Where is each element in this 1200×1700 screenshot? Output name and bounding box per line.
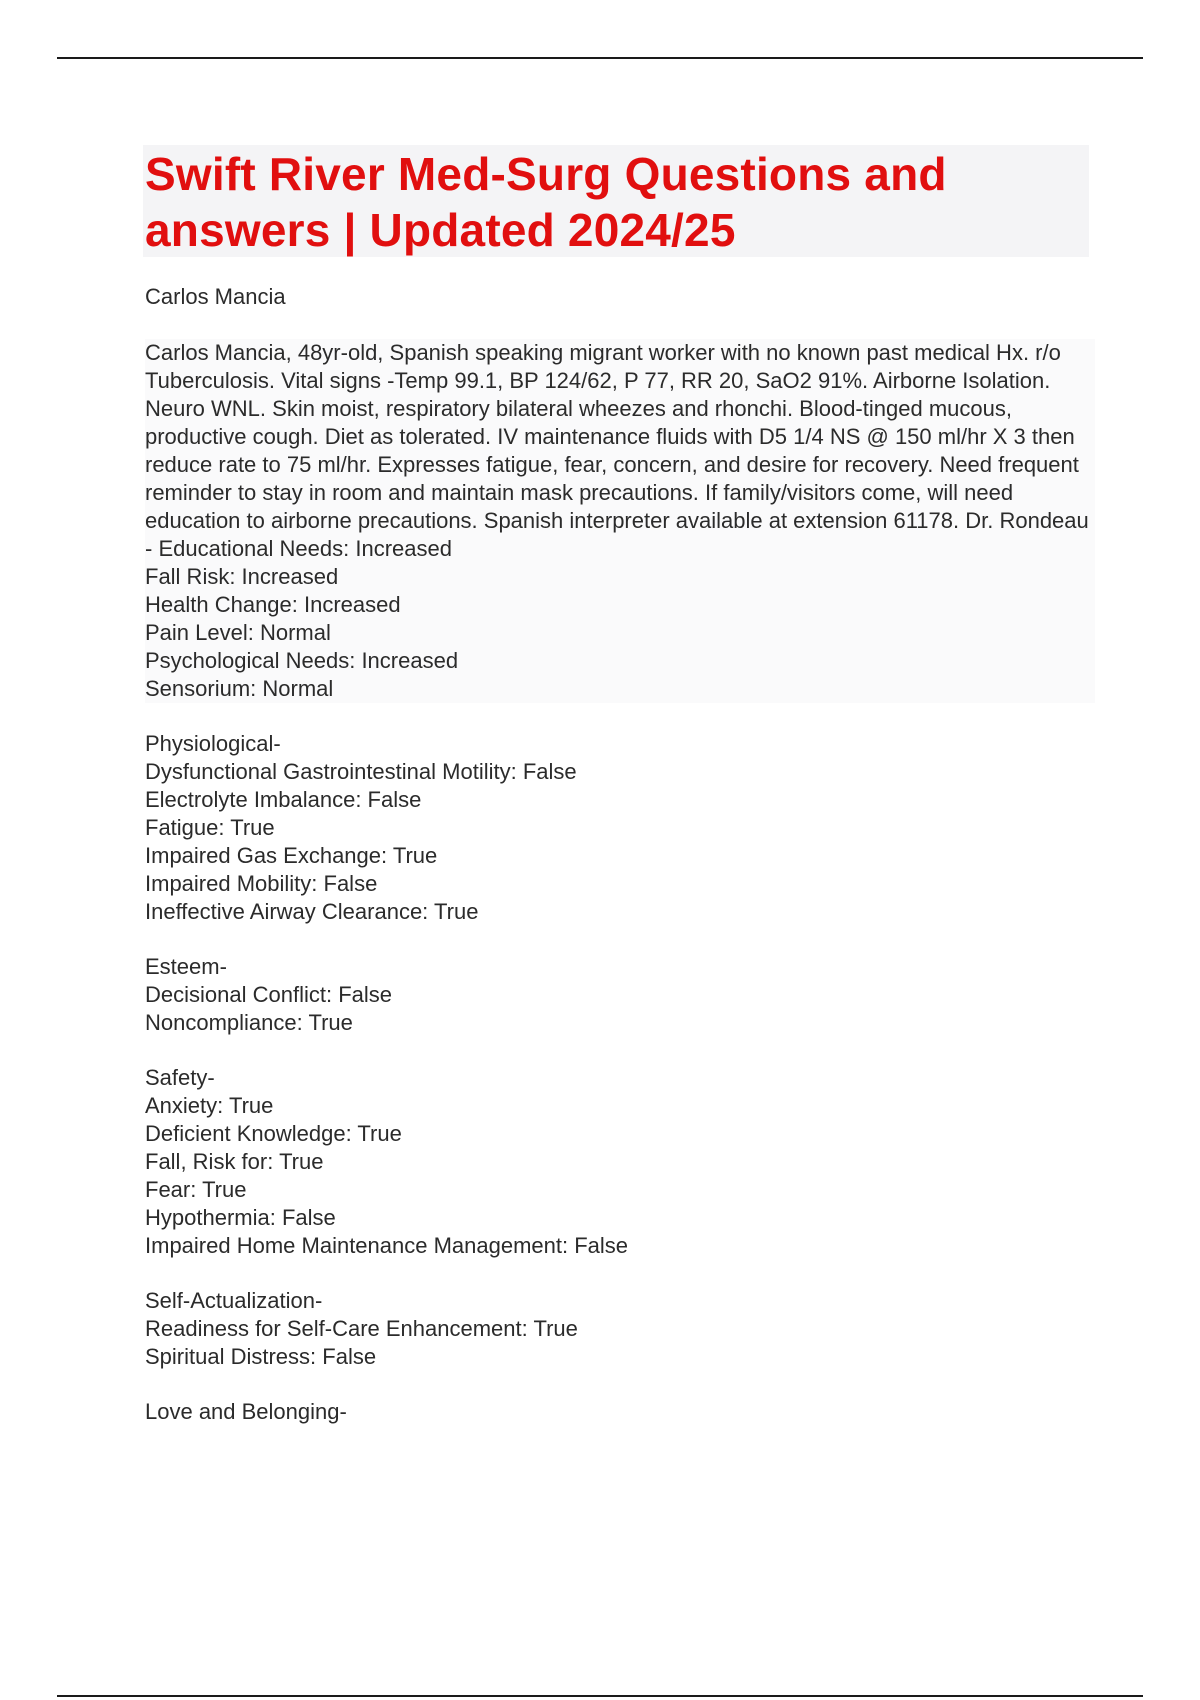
need-item: Psychological Needs: Increased — [145, 647, 1095, 675]
section-heading: Love and Belonging- — [145, 1399, 347, 1424]
section-heading: Esteem- — [145, 954, 227, 979]
section-item: Spiritual Distress: False — [145, 1344, 377, 1369]
need-item: Pain Level: Normal — [145, 619, 1095, 647]
section-item: Deficient Knowledge: True — [145, 1121, 402, 1146]
section-physiological — [145, 730, 1095, 926]
need-item: Health Change: Increased — [145, 591, 1095, 619]
section-item: Dysfunctional Gastrointestinal Motility: False — [145, 759, 577, 784]
section-item: Impaired Home Maintenance Management: False — [145, 1233, 629, 1258]
section-item: Impaired Mobility: False — [145, 871, 378, 896]
needs-list — [145, 563, 1095, 703]
patient-summary: Carlos Mancia, 48yr-old, Spanish speaking migrant worker with no known past medical Hx. r/o Tuberculosis. Vital signs -Temp 99.1, BP 124/62, P 77, RR 20, SaO2 91%. Airborne Isolation. Neuro WNL. Skin moist, respiratory bilateral wheezes and rhonchi. Blood-tinged mucous, productive cough. Diet as tolerated. IV maintenance fluids with D5 1/4 NS @ 150 ml/hr X 3 then reduce rate to 75 ml/hr. Expresses fatigue, fear, concern, and desire for recovery. Need frequent reminder to stay in room and maintain mask precautions. If family/visitors come, will need education to airborne precautions. Spanish interpreter available at extension 61178. Dr. Rondeau - Educational Needs: Increased — [145, 339, 1095, 563]
top-rule — [57, 57, 1143, 59]
section-item: Noncompliance: True — [145, 1010, 353, 1035]
section-item: Hypothermia: False — [145, 1205, 336, 1230]
section-item: Fall, Risk for: True — [145, 1149, 324, 1174]
section-heading: Self-Actualization- — [145, 1288, 323, 1313]
section-item: Fatigue: True — [145, 815, 275, 840]
need-item: Sensorium: Normal — [145, 675, 1095, 703]
patient-name: Carlos Mancia — [145, 284, 286, 309]
document-title: Swift River Med-Surg Questions and answers | Updated 2024/25 — [145, 148, 947, 256]
section-esteem — [145, 953, 1095, 1037]
section-item: Readiness for Self-Care Enhancement: True — [145, 1316, 578, 1341]
section-self-actualization — [145, 1287, 1095, 1371]
bottom-rule — [57, 1695, 1143, 1697]
section-item: Decisional Conflict: False — [145, 982, 392, 1007]
section-safety — [145, 1064, 1095, 1260]
section-item: Fear: True — [145, 1177, 247, 1202]
section-heading: Physiological- — [145, 731, 281, 756]
section-item: Anxiety: True — [145, 1093, 274, 1118]
section-love-and-belonging — [145, 1398, 1095, 1426]
section-item: Impaired Gas Exchange: True — [145, 843, 438, 868]
document-body — [145, 145, 1095, 1426]
section-item: Ineffective Airway Clearance: True — [145, 899, 479, 924]
section-item: Electrolyte Imbalance: False — [145, 787, 422, 812]
section-heading: Safety- — [145, 1065, 215, 1090]
title-block — [143, 145, 1089, 257]
need-item: Fall Risk: Increased — [145, 563, 1095, 591]
